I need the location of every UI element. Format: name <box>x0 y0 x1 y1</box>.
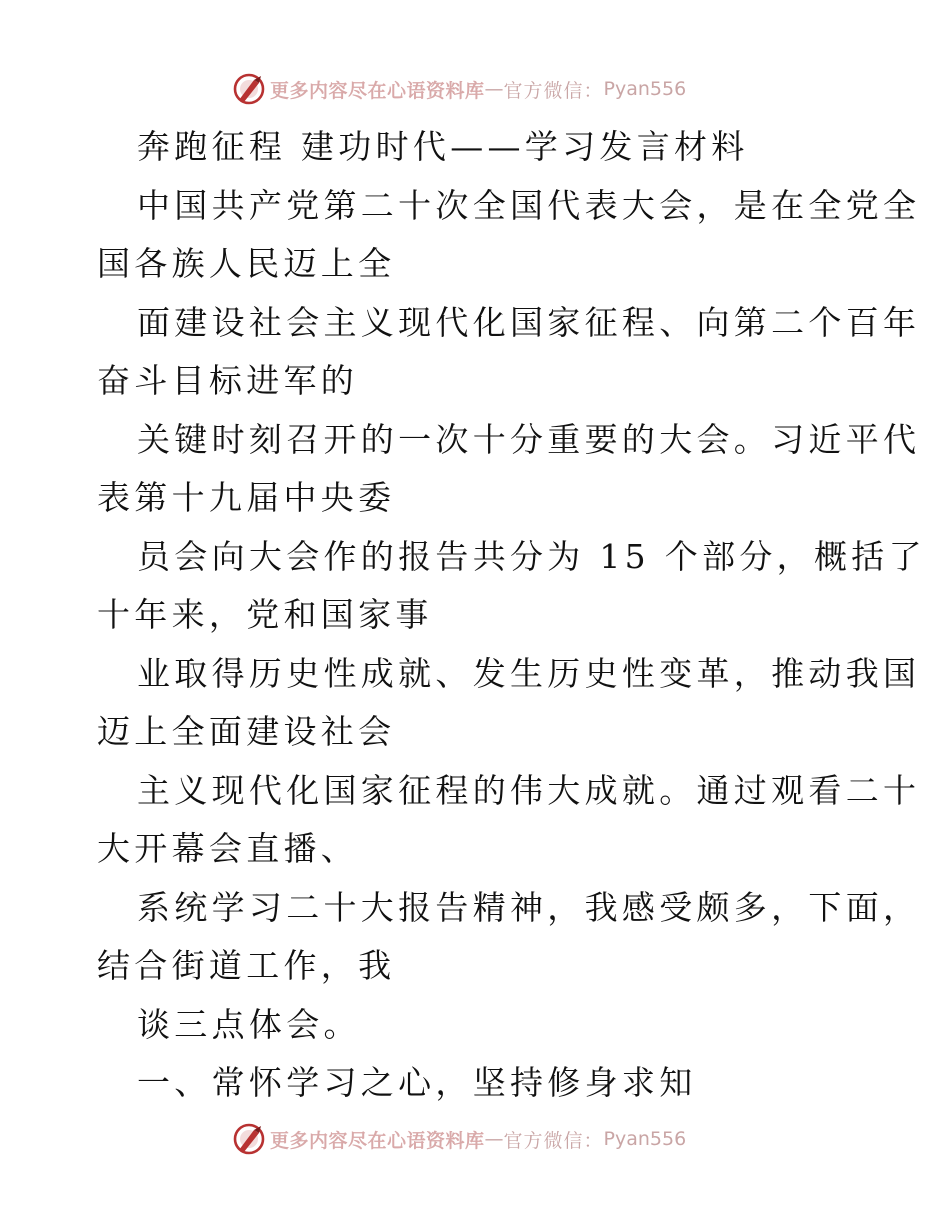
header-watermark <box>232 72 686 106</box>
watermark-wechat-label: 官方微信： <box>503 1129 604 1152</box>
paragraph-line: 谈三点体会。 <box>137 1004 361 1044</box>
paragraph-line: 迈上全面建设社会 <box>97 712 396 751</box>
paragraph-line: 主义现代化国家征程的伟大成就。通过观看二十 <box>137 770 921 810</box>
paragraph-line: 业取得历史性成就、发生历史性变革，推动我国 <box>137 653 921 693</box>
paragraph-line: 中国共产党第二十次全国代表大会，是在全党全 <box>137 185 921 225</box>
watermark-text: 更多内容尽在心语资料库 <box>270 1129 485 1152</box>
quill-pen-circle-icon <box>232 1122 266 1156</box>
paragraph-line: 面建设社会主义现代化国家征程、向第二个百年 <box>137 302 921 342</box>
paragraph-line: 十年来，党和国家事 <box>97 595 433 634</box>
paragraph-line: 国各族人民迈上全 <box>97 244 396 283</box>
watermark-wechat-label: 官方微信： <box>503 79 604 102</box>
paragraph-line: 员会向大会作的报告共分为 15 个部分，概括了 <box>137 536 926 576</box>
paragraph-line: 奋斗目标进军的 <box>97 361 359 400</box>
document-body <box>97 118 926 1113</box>
watermark-dash: — <box>484 1128 504 1150</box>
paragraph-line: 关键时刻召开的一次十分重要的大会。习近平代 <box>137 419 921 459</box>
document-title: 奔跑征程 建功时代——学习发言材料 <box>137 127 749 166</box>
paragraph-line: 结合街道工作，我 <box>97 946 396 985</box>
paragraph-line: 系统学习二十大报告精神，我感受颇多，下面， <box>137 887 921 927</box>
paragraph-line: 表第十九届中央委 <box>97 478 396 517</box>
watermark-wechat-id: Pyan556 <box>603 1128 687 1150</box>
watermark-dash: — <box>484 78 504 100</box>
footer-watermark <box>232 1122 686 1156</box>
watermark-wechat-id: Pyan556 <box>603 78 687 100</box>
paragraph-line: 大开幕会直播、 <box>97 829 359 868</box>
section-heading: 一、常怀学习之心，坚持修身求知 <box>137 1063 697 1102</box>
watermark-text: 更多内容尽在心语资料库 <box>270 79 485 102</box>
quill-pen-circle-icon <box>232 72 266 106</box>
